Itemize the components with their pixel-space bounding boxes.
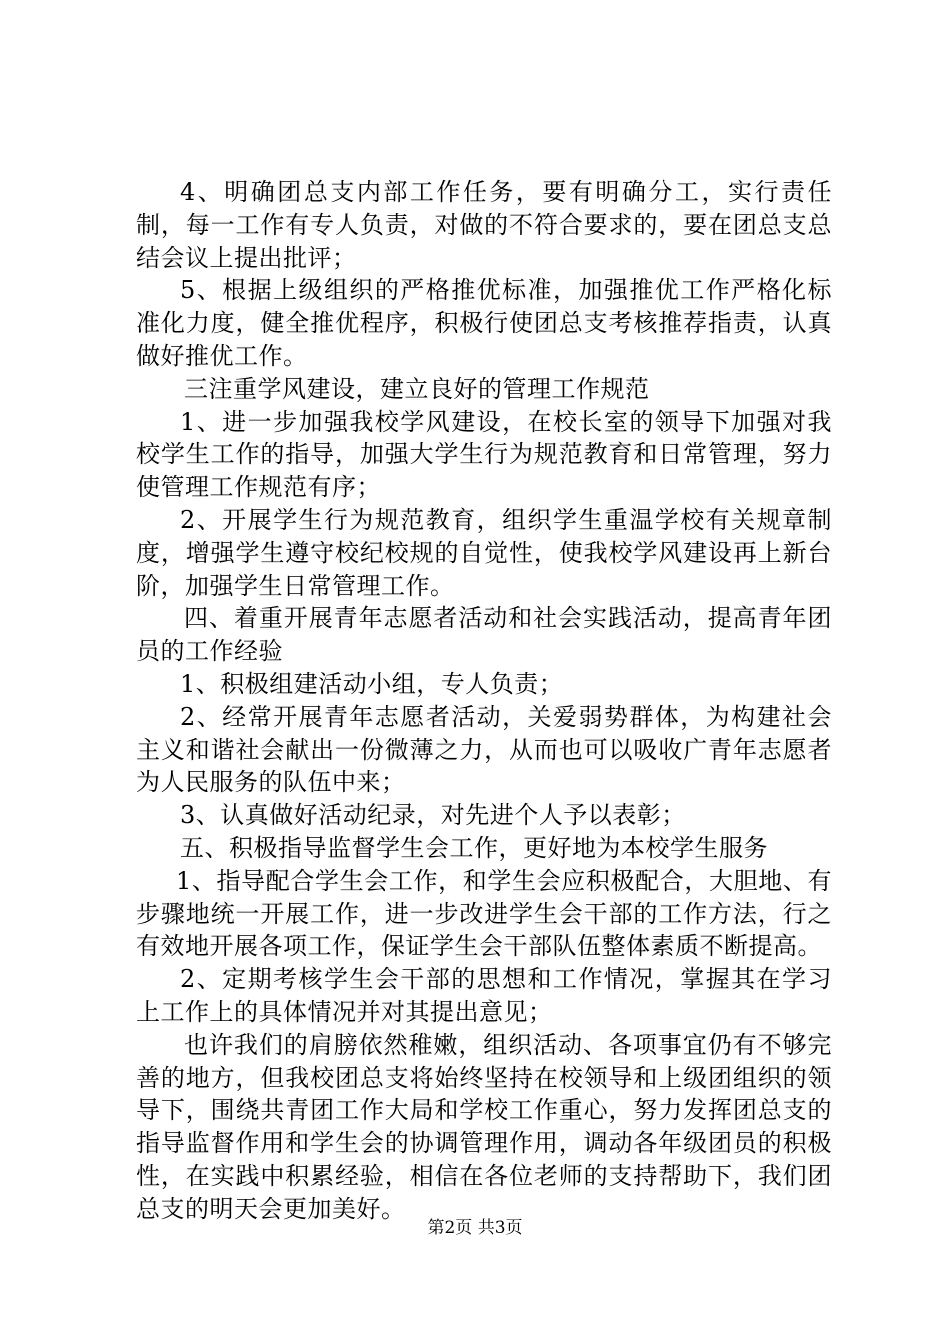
paragraph-section4-item-1: 1、积极组建活动小组，专人负责； — [180, 669, 564, 698]
paragraph-section5-item-2: 2、定期考核学生会干部的思想和工作情况，掌握其在学习上工作上的具体情况并对其提出意见； — [136, 965, 832, 1026]
section-heading-3: 三注重学风建设，建立良好的管理工作规范 — [184, 374, 650, 403]
paragraph-item-5: 5、根据上级组织的严格推优标准，加强推优工作严格化标准化力度，健全推优程序，积极行使团总支考核推荐指责，认真做好推优工作。 — [136, 276, 832, 370]
document-body — [136, 176, 832, 1226]
page-number-footer: 第2页 共3页 — [427, 1218, 523, 1238]
paragraph-section4-item-3: 3、认真做好活动纪录，对先进个人予以表彰； — [180, 801, 686, 830]
paragraph-section3-item-1: 1、进一步加强我校学风建设，在校长室的领导下加强对我校学生工作的指导，加强大学生行为规范教育和日常管理，努力使管理工作规范有序； — [136, 407, 832, 502]
paragraph-item-4: 4、明确团总支内部工作任务，要有明确分工，实行责任制，每一工作有专人负责，对做的不符合要求的，要在团总支总结会议上提出批评； — [136, 178, 832, 272]
closing-paragraph: 也许我们的肩膀依然稚嫩，组织活动、各项事宜仍有不够完善的地方，但我校团总支将始终坚持在校领导和上级团组织的领导下，围绕共青团工作大局和学校工作重心，努力发挥团总支的指导监督作用和学生会的协调管理作用，调动各年级团员的积极性，在实践中积累经验，相信在各位老师的支持帮助下，我们团总支的明天会更加美好。 — [136, 1030, 832, 1223]
paragraph-section5-item-1: 1、指导配合学生会工作，和学生会应积极配合，大胆地、有步骤地统一开展工作，进一步改进学生会干部的工作方法，行之有效地开展各项工作，保证学生会干部队伍整体素质不断提高。 — [136, 866, 832, 961]
section-heading-5: 五、积极指导监督学生会工作，更好地为本校学生服务 — [180, 833, 768, 862]
section-heading-4: 四、着重开展青年志愿者活动和社会实践活动，提高青年团员的工作经验 — [136, 604, 832, 666]
paragraph-section3-item-2: 2、开展学生行为规范教育，组织学生重温学校有关规章制度，增强学生遵守校纪校规的自觉性，使我校学风建设再上新台阶，加强学生日常管理工作。 — [136, 505, 832, 600]
paragraph-section4-item-2: 2、经常开展青年志愿者活动，关爱弱势群体，为构建社会主义和谐社会献出一份微薄之力，从而也可以吸收广青年志愿者为人民服务的队伍中来； — [136, 702, 832, 797]
